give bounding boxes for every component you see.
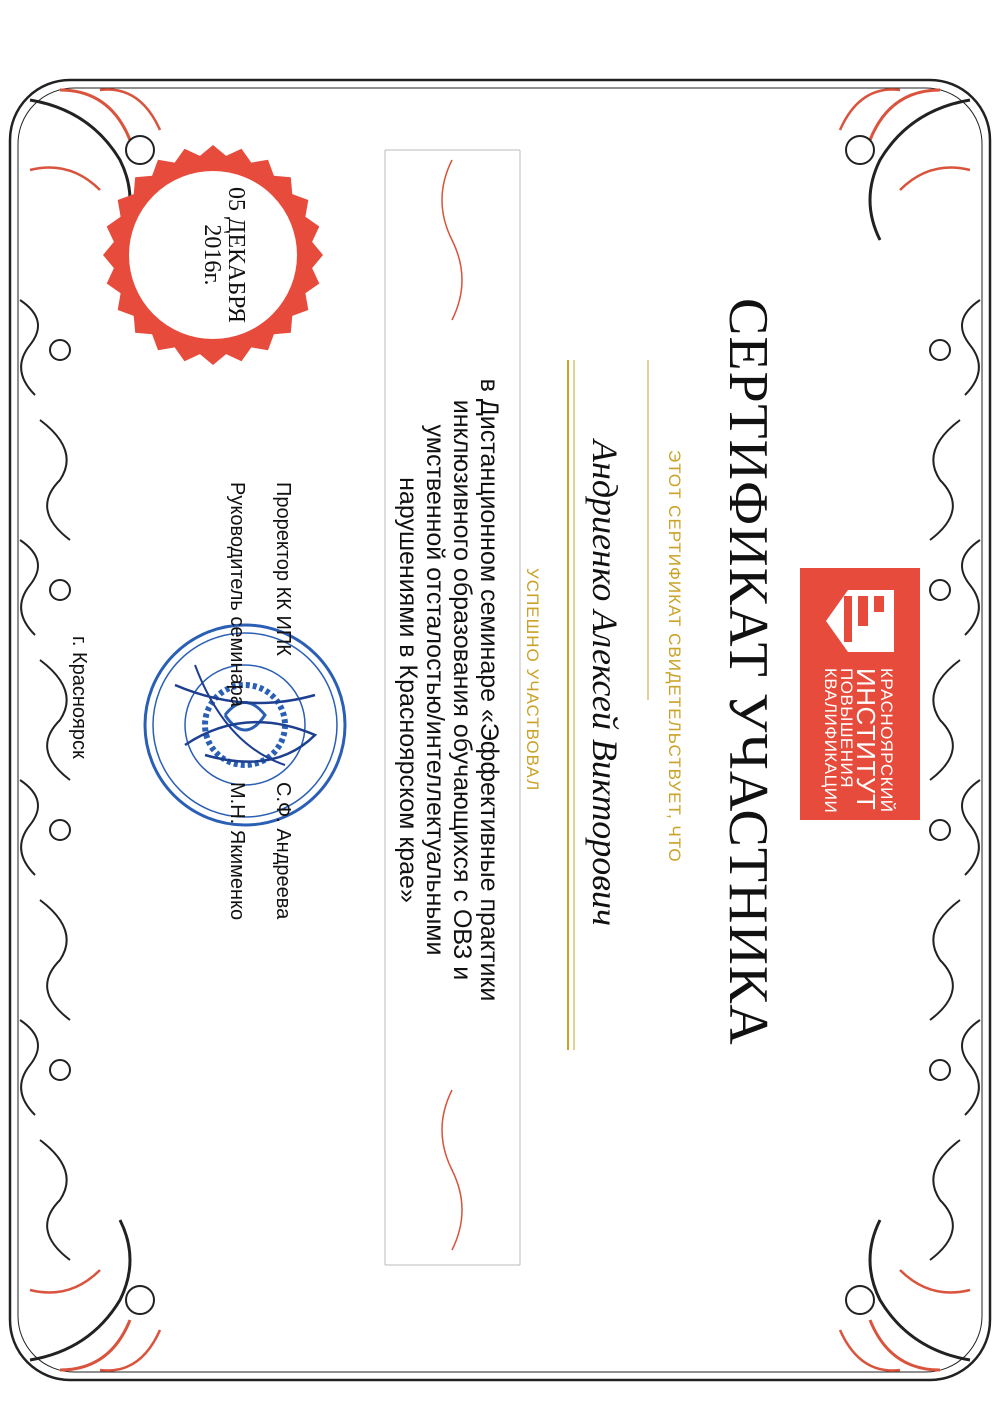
participation-status: УСПЕШНО УЧАСТВОВАЛ bbox=[523, 568, 542, 792]
signature-2-name: М.Н. Якименко bbox=[226, 782, 248, 921]
event-line-2: инклюзивного образования обучающихся с ОВЗ и bbox=[448, 399, 476, 981]
city: г. Красноярск bbox=[68, 636, 90, 759]
logo-line-3: ПОВЫШЕНИЯ bbox=[837, 668, 856, 789]
signature-2-role: Руководитель семинара bbox=[226, 482, 248, 707]
logo-line-2: ИНСТИТУТ bbox=[851, 668, 881, 811]
event-line-4: нарушениями в Красноярском крае» bbox=[394, 477, 422, 903]
recipient-name: Андриенко Алексей Викторович bbox=[585, 440, 625, 927]
logo-line-4: КВАЛИФИКАЦИИ bbox=[821, 668, 840, 814]
event-line-3: умственной отсталостью/интеллектуальными bbox=[421, 424, 449, 956]
event-line-1: в Дистанционном семинаре «Эффективные практики bbox=[475, 378, 503, 1002]
date-year: 2016г. bbox=[199, 224, 225, 286]
logo-emblem-icon bbox=[822, 586, 898, 656]
logo-line-1: КРАСНОЯРСКИЙ bbox=[877, 668, 896, 813]
certificate-title: СЕРТИФИКАТ УЧАСТНИКА bbox=[717, 298, 779, 1046]
date-day-month: 05 ДЕКАБРЯ bbox=[223, 187, 249, 323]
event-description bbox=[394, 340, 502, 1040]
signature-1-role: Проректор КК ИПК bbox=[272, 482, 294, 656]
signature-1-name: С.Ф. Андреева bbox=[272, 782, 294, 920]
certificate-subtitle: ЭТОТ СЕРТИФИКАТ СВИДЕТЕЛЬСТВУЕТ, ЧТО bbox=[665, 450, 684, 863]
institute-logo bbox=[800, 568, 920, 820]
